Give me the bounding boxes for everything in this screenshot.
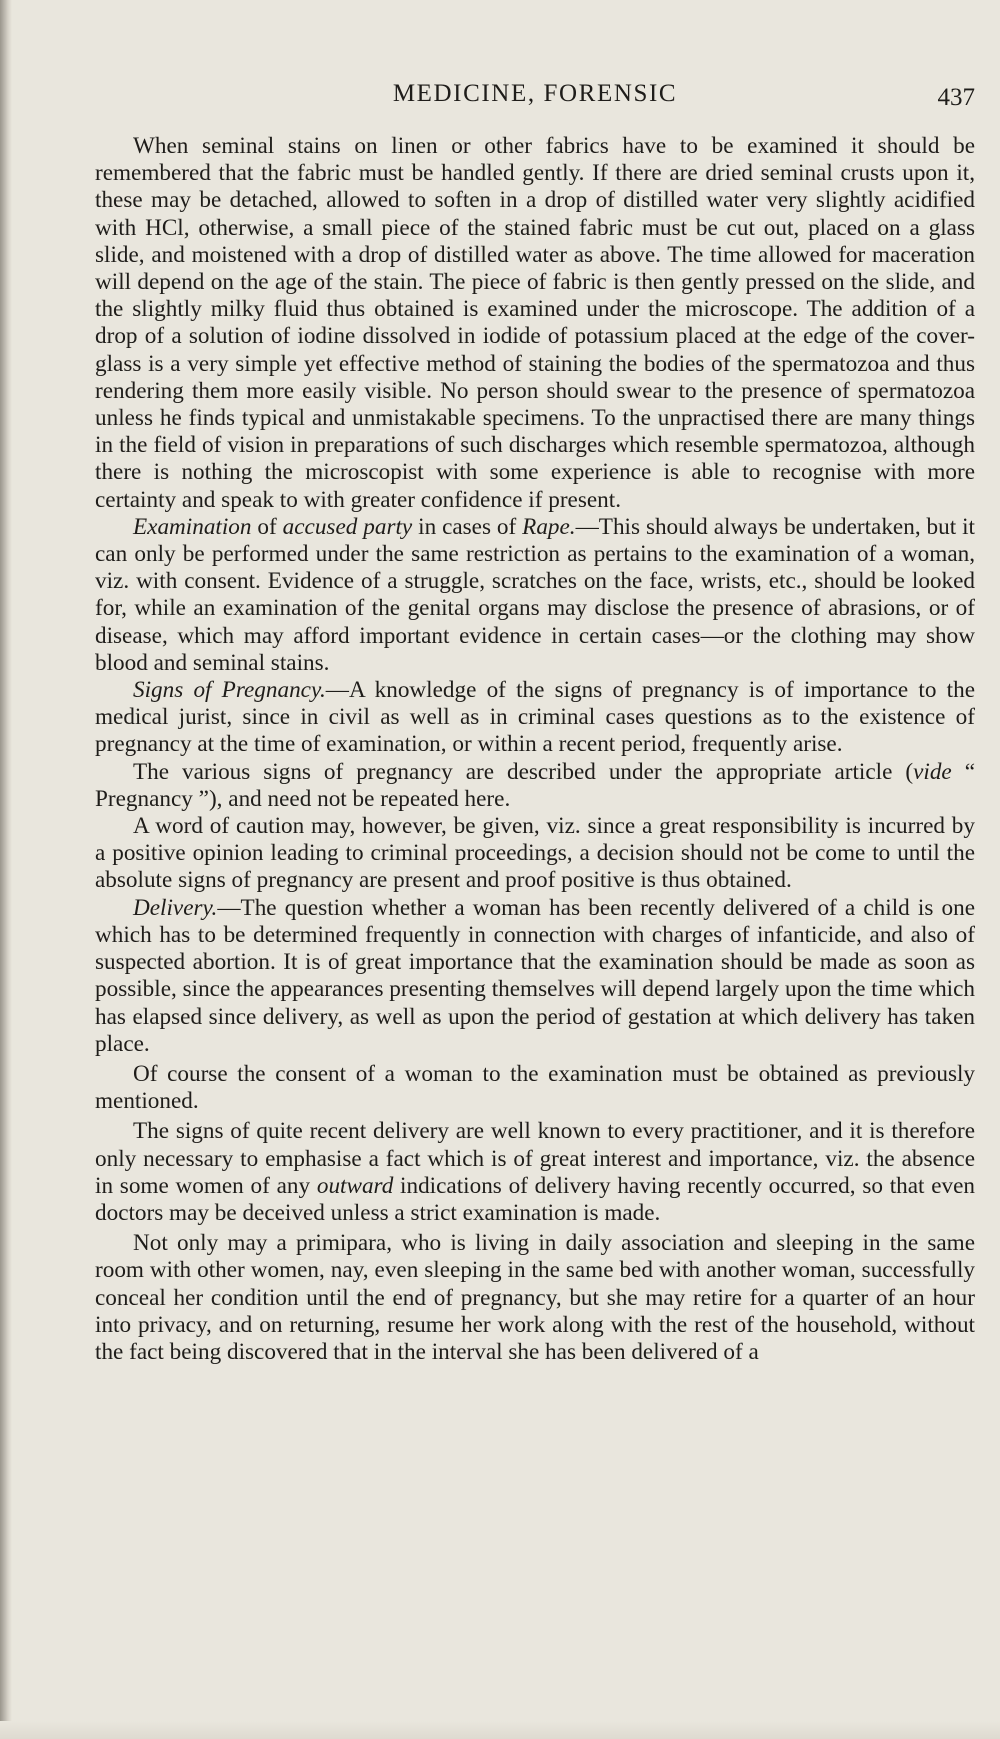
paragraph-text: A word of caution may, however, be given, viz. since a great responsibility is incurred by a positive opinion leading to criminal proceedings, a decision should not be come to until the absolute signs of pregnancy are present and proof positive is thus obtained. [95, 813, 975, 894]
paragraph-text: The various signs of pregnancy are described under the appropriate article ( [133, 758, 914, 785]
section-heading-delivery: Delivery. [133, 894, 218, 921]
paragraph-text: “ Pregnancy ”), and need not be repeated here. [95, 758, 975, 812]
paragraph-various-signs [95, 759, 975, 813]
page-bottom-edge [0, 1721, 1000, 1739]
paragraph-text: —This should always be undertaken, but it can only be performed under the same restriction as pertains to the examination of a woman, viz. with consent. Evidence of a struggle, scratches on the face, wrists, etc., should be looked for, while an examination of the genital organs may disclose the presence of abrasions, or of disease, which may afford important evidence in certain cases—or the clothing may show blood and seminal stains. [95, 513, 975, 676]
section-heading-examination: Examination [133, 513, 252, 540]
paragraph-delivery [95, 895, 975, 1058]
page-edge-shadow [0, 0, 12, 1739]
paragraph-recent-delivery [95, 1118, 975, 1227]
paragraph-text: The signs of quite recent delivery are well known to every practitioner, and it is therefore only necessary to emphasise a fact which is of great interest and importance, viz. the absence in some women of any [95, 1118, 975, 1199]
paragraph-text: Not only may a primipara, who is living in daily association and sleeping in the same room with other women, nay, even sleeping in the same bed with another woman, successfully conceal her condition until the end of pregnancy, but she may retire for a quarter of an hour into privacy, and on returning, resume her work along with the rest of the household, without the fact being discovered that in the interval she has been delivered of a [95, 1230, 975, 1365]
body-text [95, 133, 975, 1366]
italic-outward: outward [316, 1172, 394, 1199]
running-head: MEDICINE, FORENSIC [392, 80, 678, 107]
page-header [95, 80, 975, 116]
italic-vide: vide [913, 758, 952, 785]
paragraph-text: Of course the consent of a woman to the examination must be obtained as previously mentioned. [95, 1060, 975, 1115]
heading-connector: of [251, 513, 283, 540]
paragraph-text: When seminal stains on linen or other fabrics have to be examined it should be remembered that the fabric must be handled gently. If there are dried seminal crusts upon it, these may be detached, allowed to soften in a drop of distilled water very slightly acidified with HCl, otherwise, a small piece of the stained fabric must be cut out, placed on a glass slide, and moistened with a drop of distilled water as above. The time allowed for maceration will depend on the age of the stain. The piece of fabric is then gently pressed on the slide, and the slightly milky fluid thus obtained is examined under the microscope. The addition of a drop of a solution of iodine dissolved in iodide of potassium placed at the edge of the cover-glass is a very simple yet effective method of staining the bodies of the spermatozoa and thus rendering them more easily visible. No person should swear to the presence of spermatozoa unless he finds typical and unmistakable specimens. To the unpractised there are many things in the field of vision in preparations of such discharges which resemble spermatozoa, although there is nothing the microscopist with some experience is able to recognise with more certainty and speak to with greater confidence if present. [95, 133, 975, 513]
paragraph-text: —The question whether a woman has been recently delivered of a child is one which has to be determined frequently in connection with charges of infanticide, and also of suspected abortion. It is of great importance that the examination should be made as soon as possible, since the appearances presenting themselves will depend largely upon the time which has elapsed since delivery, as well as upon the period of gestation at which delivery has taken place. [95, 894, 975, 1057]
paragraph-text: —A knowledge of the signs of pregnancy is of importance to the medical jurist, since in civil as well as in criminal cases questions as to the existence of pregnancy at the time of examination, or within a recent period, frequently arise. [95, 677, 975, 758]
heading-connector: in cases of [412, 513, 523, 540]
paragraph-consent [95, 1061, 975, 1115]
paragraph-seminal-stains [95, 133, 975, 514]
paragraph-examination-accused [95, 514, 975, 677]
section-heading-rape: Rape. [522, 513, 576, 540]
paragraph-primipara [95, 1230, 975, 1366]
page-number: 437 [937, 84, 975, 111]
section-heading-signs-of-pregnancy: Signs of Pregnancy. [133, 677, 326, 704]
paragraph-signs-of-pregnancy [95, 677, 975, 759]
paragraph-text: indications of delivery having recently occurred, so that even doctors may be deceived unless a strict examination is made. [95, 1172, 975, 1226]
section-heading-accused-party: accused party [282, 513, 413, 540]
paragraph-word-of-caution [95, 813, 975, 895]
